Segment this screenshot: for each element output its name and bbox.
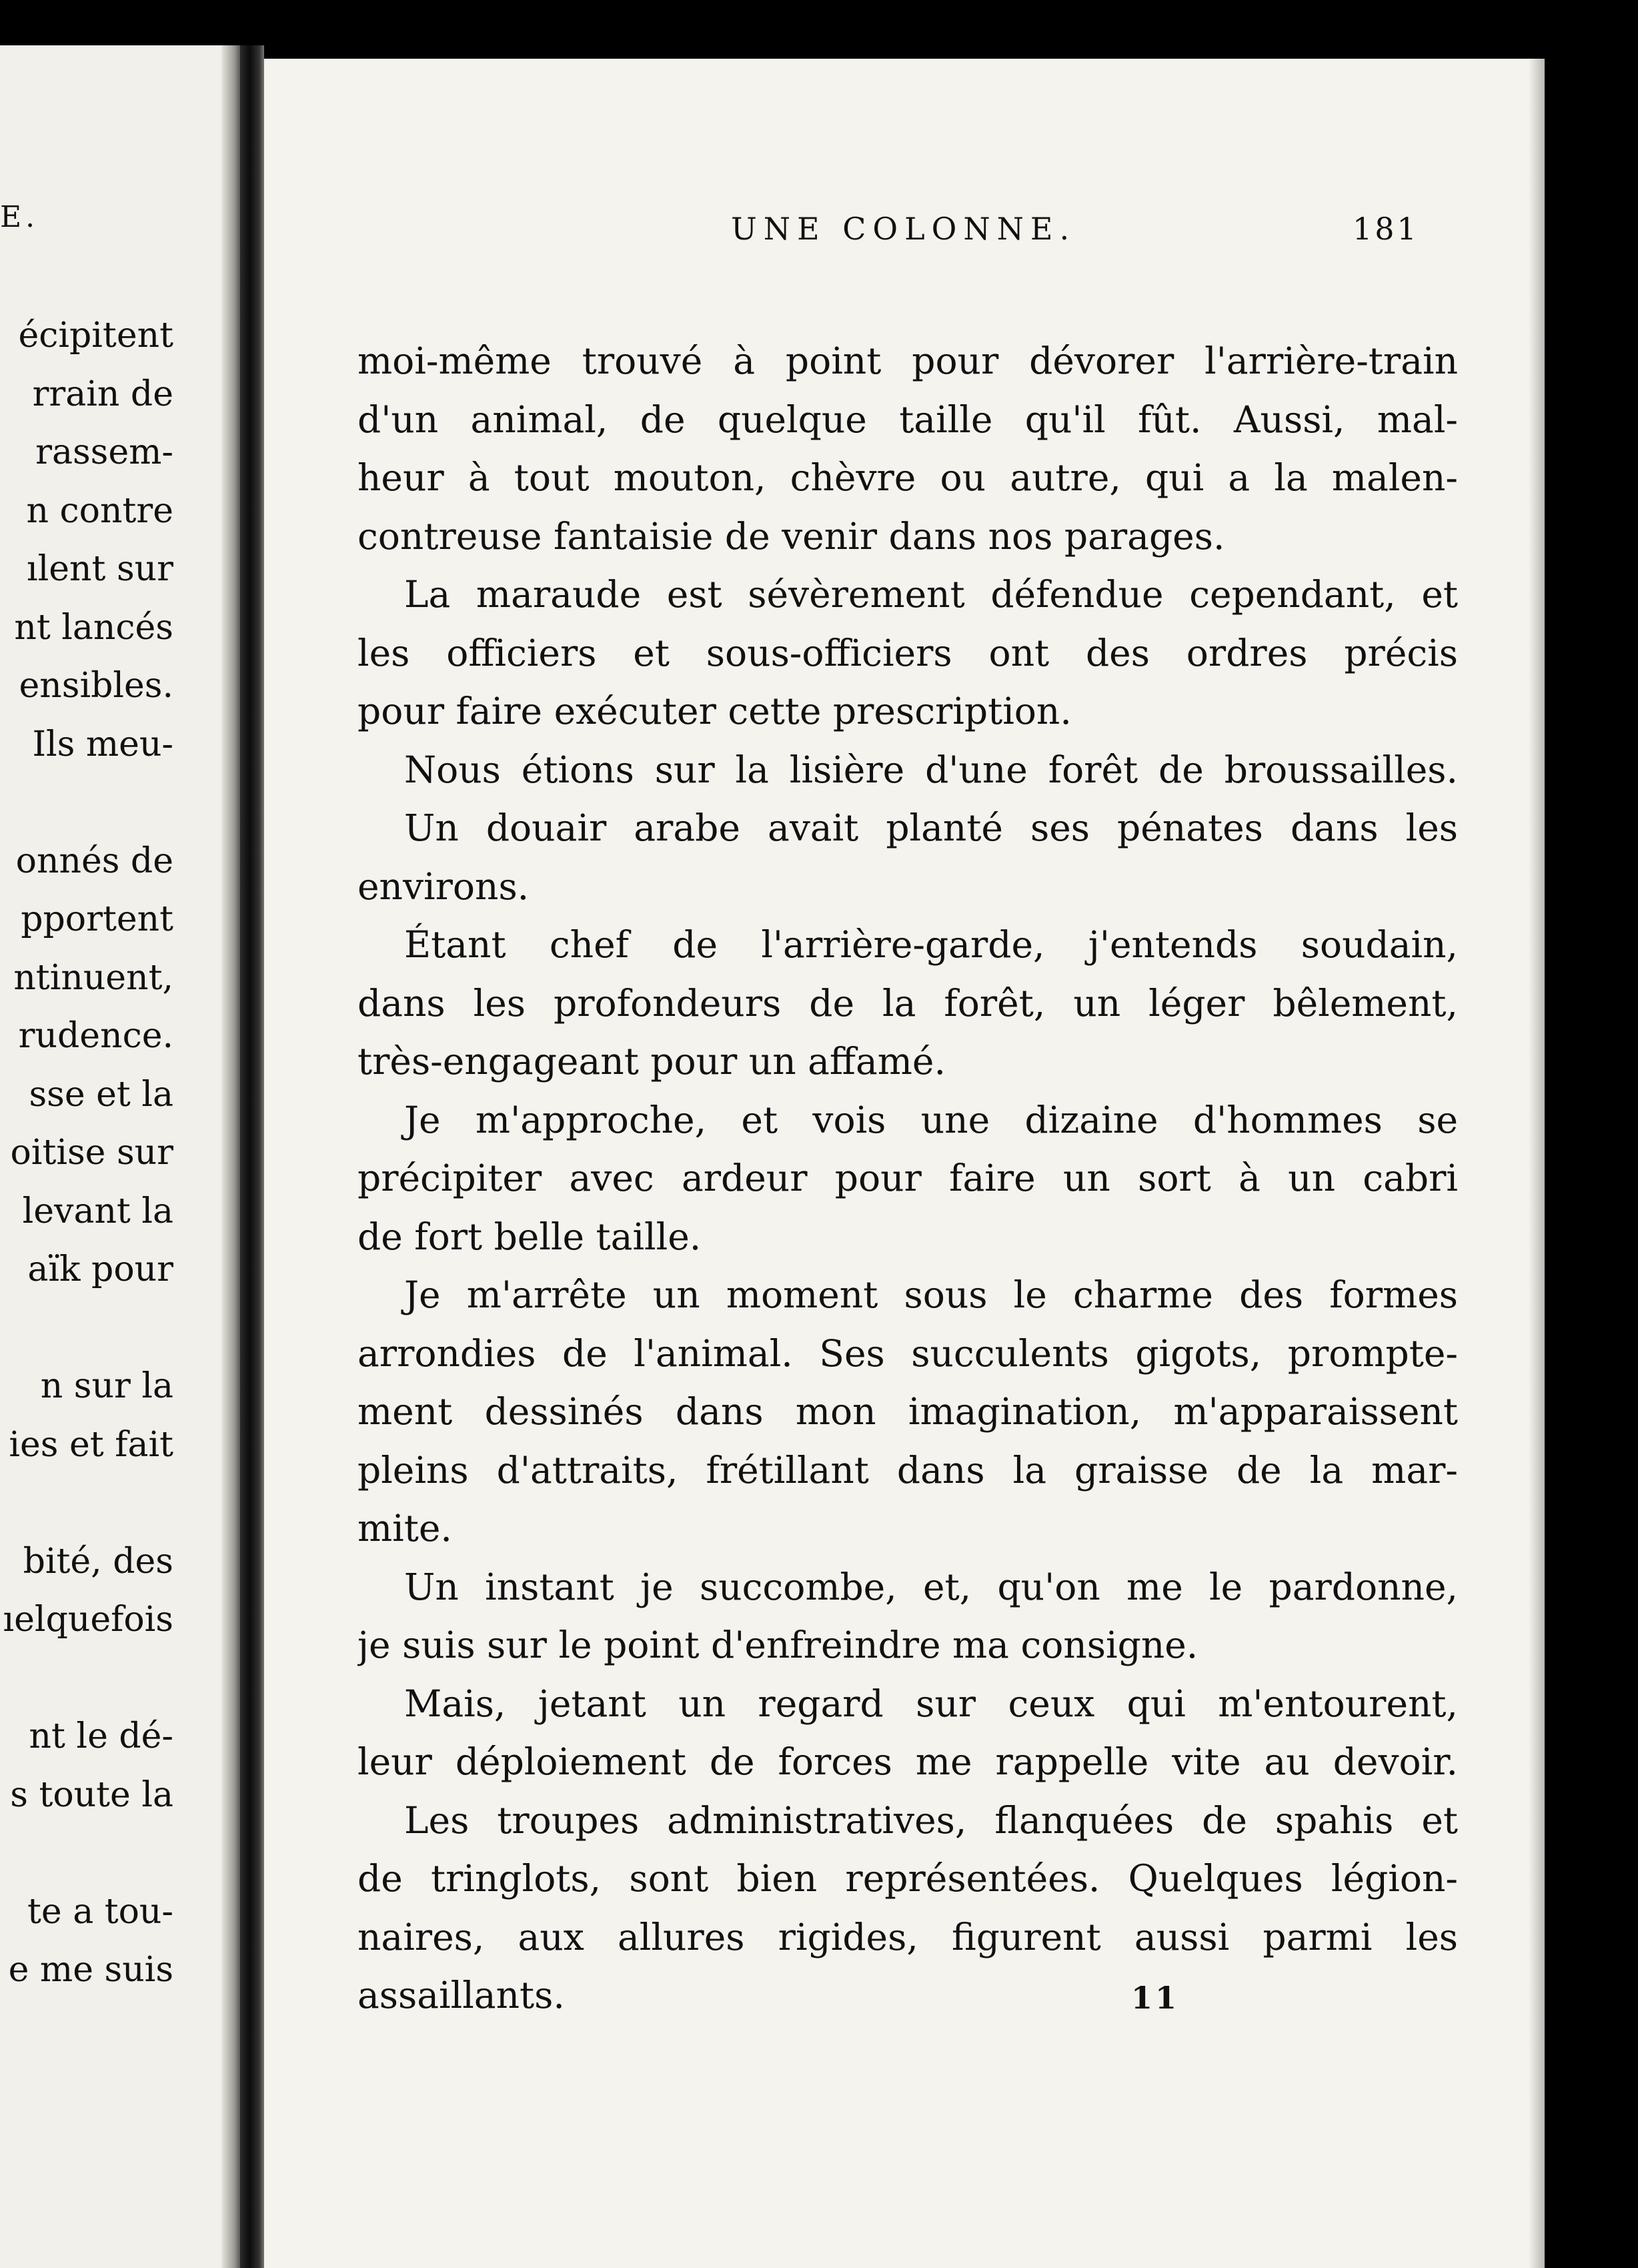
text-line: arrondies de l'animal. Ses succulents gigots, prompte-: [357, 1331, 1458, 1375]
previous-page-line: oitise sur: [10, 1133, 173, 1173]
page-181: [264, 59, 1545, 2268]
scan-right-border: [1545, 0, 1638, 2268]
previous-page-line: pportent: [21, 899, 173, 939]
previous-page-line: ies et fait: [9, 1424, 173, 1465]
previous-page-line: [0, 1299, 173, 1358]
previous-page-line: ensibles.: [19, 666, 173, 706]
text-line: Un instant je succombe, et, qu'on me le pardonne,: [404, 1565, 1458, 1608]
previous-page-line: ıelquefois: [3, 1600, 173, 1640]
text-line: de fort belle taille.: [357, 1215, 702, 1258]
previous-page-line: te a tou-: [27, 1891, 173, 1932]
text-line: contreuse fantaisie de venir dans nos parages.: [357, 514, 1225, 558]
previous-page-text: [0, 307, 173, 2000]
text-line: environs.: [357, 865, 530, 908]
scan-top-border: [0, 0, 1638, 45]
text-line: dans les profondeurs de la forêt, un léger bêlement,: [357, 981, 1458, 1025]
text-line: Les troupes administratives, flanquées de spahis et: [404, 1798, 1458, 1842]
previous-page-line: Ils meu-: [32, 724, 173, 764]
previous-page-line: n contre: [26, 490, 173, 531]
page-number: 181: [1353, 211, 1419, 247]
text-line: Nous étions sur la lisière d'une forêt de broussailles.: [404, 748, 1458, 791]
text-line: Je m'approche, et vois une dizaine d'hommes se: [404, 1098, 1458, 1141]
text-line: naires, aux allures rigides, figurent aussi parmi les: [357, 1915, 1458, 1958]
previous-page-line: nt le dé-: [29, 1716, 173, 1756]
running-head: [264, 205, 1545, 252]
previous-page-line: [0, 774, 173, 832]
running-title: UNE COLONNE.: [731, 211, 1076, 247]
text-line: moi-même trouvé à point pour dévorer l'arrière-train: [357, 340, 1458, 382]
previous-page-fragment: [0, 45, 240, 2268]
previous-page-line: rudence.: [18, 1016, 173, 1056]
text-line: Étant chef de l'arrière-garde, j'entends soudain,: [404, 923, 1458, 966]
previous-page-line: aïk pour: [27, 1249, 173, 1289]
previous-page-line: ılent sur: [27, 549, 173, 589]
text-line: pour faire exécuter cette prescription.: [357, 690, 1072, 732]
text-line: très-engageant pour un affamé.: [357, 1040, 946, 1083]
previous-page-line: bité, des: [23, 1541, 173, 1582]
text-line: pleins d'attraits, frétillant dans la graisse de la mar-: [357, 1448, 1458, 1492]
previous-page-line: écipitent: [18, 316, 173, 356]
text-line: ment dessinés dans mon imagination, m'apparaissent: [357, 1390, 1458, 1433]
text-line: leur déploiement de forces me rappelle vite au devoir.: [357, 1740, 1458, 1783]
signature-mark: 11: [1131, 1980, 1180, 2016]
previous-page-running-head: E.: [0, 200, 39, 234]
text-line: de tringlots, sont bien représentées. Quelques légion-: [357, 1857, 1458, 1900]
text-line: mite.: [357, 1507, 452, 1550]
previous-page-line: nt lancés: [14, 607, 173, 648]
previous-page-line: [0, 1474, 173, 1533]
text-line: heur à tout mouton, chèvre ou autre, qui a la malen-: [357, 456, 1458, 499]
previous-page-line: levant la: [22, 1191, 173, 1231]
text-line: assaillants.: [357, 1974, 565, 2017]
previous-page-line: sse et la: [29, 1074, 173, 1115]
previous-page-gutter-shadow: [221, 45, 240, 2268]
previous-page-line: rrain de: [32, 374, 173, 414]
previous-page-line: s toute la: [10, 1774, 173, 1815]
text-line: d'un animal, de quelque taille qu'il fût. Aussi, mal-: [357, 398, 1458, 441]
previous-page-line: ntinuent,: [13, 957, 173, 998]
previous-page-line: e me suis: [8, 1950, 173, 1990]
text-line: je suis sur le point d'enfreindre ma consigne.: [357, 1624, 1198, 1666]
text-line: Mais, jetant un regard sur ceux qui m'entourent,: [404, 1682, 1458, 1725]
book-gutter: [240, 45, 264, 2268]
previous-page-line: rassem-: [35, 432, 173, 472]
previous-page-line: [0, 1824, 173, 1883]
previous-page-line: [0, 1650, 173, 1708]
previous-page-line: onnés de: [15, 840, 173, 881]
text-line: précipiter avec ardeur pour faire un sort à un cabri: [357, 1157, 1458, 1199]
body-text: [357, 332, 1458, 2025]
previous-page-line: n sur la: [40, 1366, 173, 1406]
page-edge-shadow: [1529, 59, 1545, 2268]
text-line: Un douair arabe avait planté ses pénates dans les: [404, 806, 1458, 849]
text-line: les officiers et sous-officiers ont des ordres précis: [357, 631, 1458, 674]
text-line: La maraude est sévèrement défendue cependant, et: [404, 573, 1458, 616]
text-line: Je m'arrête un moment sous le charme des formes: [404, 1273, 1458, 1316]
